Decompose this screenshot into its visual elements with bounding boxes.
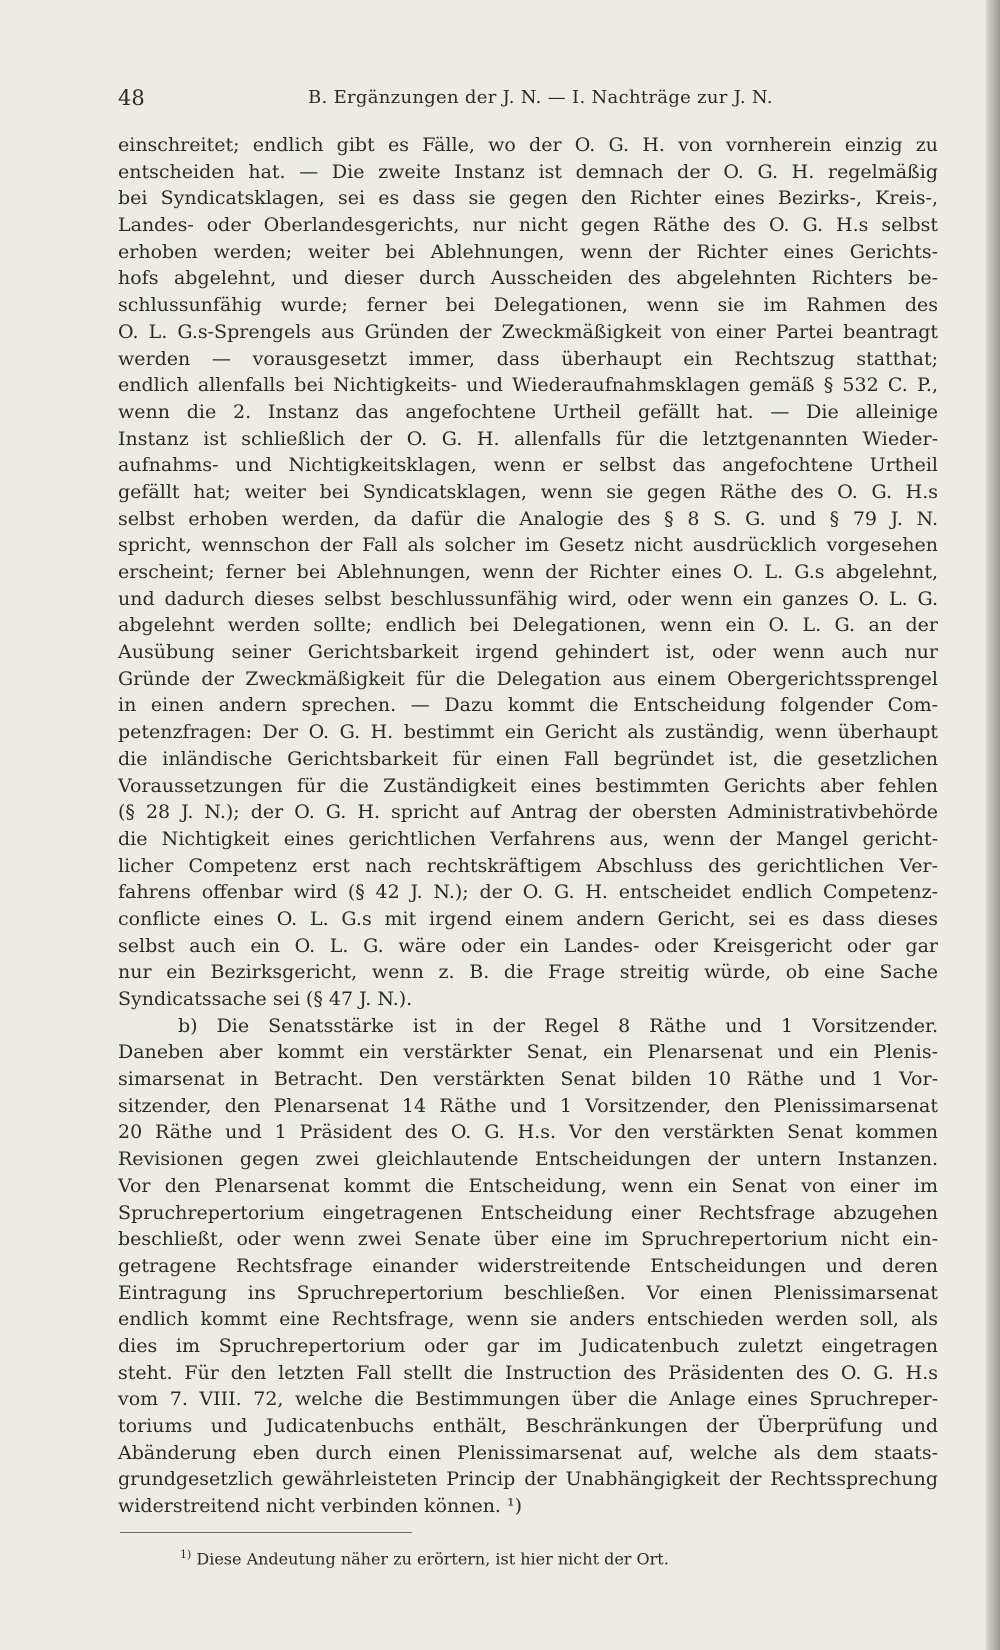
text-line: werden — vorausgesetzt immer, dass überhaupt ein Rechtszug statthat; — [118, 347, 938, 370]
text-line: grundgesetzlich gewährleisteten Princip der Unabhängigkeit der Rechtssprechung — [118, 1468, 938, 1491]
footnote — [180, 1548, 669, 1568]
text-line: selbst erhoben werden, da dafür die Analogie des § 8 S. G. und § 79 J. N. — [118, 507, 938, 530]
text-line: Eintragung ins Spruchrepertorium beschließen. Vor einen Plenissimarsenat — [118, 1281, 938, 1304]
footnote-text: Diese Andeutung näher zu erörtern, ist hier nicht der Ort. — [196, 1549, 669, 1569]
text-line: spricht, wennschon der Fall als solcher im Gesetz nicht ausdrücklich vorgesehen — [118, 534, 938, 557]
text-line: endlich allenfalls bei Nichtigkeits- und Wiederaufnahmsklagen gemäß § 532 C. P., — [118, 374, 938, 397]
text-line: in einen andern sprechen. — Dazu kommt die Entscheidung folgender Com- — [118, 694, 938, 717]
text-line: selbst auch ein O. L. G. wäre oder ein Landes- oder Kreisgericht oder gar — [118, 934, 938, 957]
text-line: vom 7. VIII. 72, welche die Bestimmungen über die Anlage eines Spruchreper- — [118, 1388, 938, 1411]
body-text — [118, 132, 938, 1520]
text-line: beschließt, oder wenn zwei Senate über eine im Spruchrepertorium nicht ein- — [118, 1228, 938, 1251]
text-line: abgelehnt werden sollte; endlich bei Delegationen, wenn ein O. L. G. an der — [118, 614, 938, 637]
text-line: Landes- oder Oberlandesgerichts, nur nicht gegen Räthe des O. G. H.s selbst — [118, 214, 938, 237]
text-line: Vor den Plenarsenat kommt die Entscheidung, wenn ein Senat von einer im — [118, 1174, 938, 1197]
text-line: steht. Für den letzten Fall stellt die Instruction des Präsidenten des O. G. H.s — [118, 1361, 938, 1384]
text-line: 20 Räthe und 1 Präsident des O. G. H.s. Vor den verstärkten Senat kommen — [118, 1121, 938, 1144]
text-line: simarsenat in Betracht. Den verstärkten Senat bilden 10 Räthe und 1 Vor- — [118, 1068, 938, 1091]
footnote-rule — [120, 1532, 412, 1533]
text-line: Syndicatssache sei (§ 47 J. N.). — [118, 988, 413, 1010]
text-line: O. L. G.s-Sprengels aus Gründen der Zweckmäßigkeit von einer Partei beantragt — [118, 320, 938, 343]
text-line: entscheiden hat. — Die zweite Instanz ist demnach der O. G. H. regelmäßig — [118, 160, 938, 183]
text-line: und dadurch dieses selbst beschlussunfähig wird, oder wenn ein ganzes O. L. G. — [118, 587, 938, 610]
running-title: B. Ergänzungen der J. N. — I. Nachträge zur J. N. — [308, 87, 773, 108]
text-line: die Nichtigkeit eines gerichtlichen Verfahrens aus, wenn der Mangel gericht- — [118, 827, 938, 850]
text-line: Revisionen gegen zwei gleichlautende Entscheidungen der untern Instanzen. — [118, 1148, 938, 1171]
text-line: Instanz ist schließlich der O. G. H. allenfalls für die letztgenannten Wieder- — [118, 427, 938, 450]
text-line: schlussunfähig wurde; ferner bei Delegationen, wenn sie im Rahmen des — [118, 294, 938, 317]
text-line: Abänderung eben durch einen Plenissimarsenat auf, welche als dem staats- — [118, 1441, 938, 1464]
text-line: b) Die Senatsstärke ist in der Regel 8 Räthe und 1 Vorsitzender. — [178, 1014, 938, 1037]
text-line: die inländische Gerichtsbarkeit für einen Fall begründet ist, die gesetzlichen — [118, 747, 938, 770]
text-line: petenzfragen: Der O. G. H. bestimmt ein Gericht als zuständig, wenn überhaupt — [118, 721, 938, 744]
text-line: Daneben aber kommt ein verstärkter Senat, ein Plenarsenat und ein Plenis- — [118, 1041, 938, 1064]
text-line: getragene Rechtsfrage einander widerstreitende Entscheidungen und deren — [118, 1254, 938, 1277]
text-line: hofs abgelehnt, und dieser durch Ausscheiden des abgelehnten Richters be- — [118, 267, 938, 290]
text-line: conflicte eines O. L. G.s mit irgend einem andern Gericht, sei es dass dieses — [118, 907, 938, 930]
text-line: nur ein Bezirksgericht, wenn z. B. die Frage streitig würde, ob eine Sache — [118, 961, 938, 984]
footnote-marker: 1) — [180, 1548, 192, 1561]
text-line: endlich kommt eine Rechtsfrage, wenn sie anders entschieden werden soll, als — [118, 1308, 938, 1331]
text-line: gefällt hat; weiter bei Syndicatsklagen, wenn sie gegen Räthe des O. G. H.s — [118, 480, 938, 503]
text-line: licher Competenz erst nach rechtskräftigem Abschluss des gerichtlichen Ver- — [118, 854, 938, 877]
text-line: sitzender, den Plenarsenat 14 Räthe und 1 Vorsitzender, den Plenissimarsenat — [118, 1094, 938, 1117]
text-line: toriums und Judicatenbuchs enthält, Beschränkungen der Überprüfung und — [118, 1415, 938, 1437]
text-line: einschreitet; endlich gibt es Fälle, wo der O. G. H. von vornherein einzig zu — [118, 134, 938, 156]
text-line: widerstreitend nicht verbinden können. ¹) — [118, 1495, 523, 1518]
text-line: Spruchrepertorium eingetragenen Entscheidung einer Rechtsfrage abzugehen — [118, 1201, 938, 1224]
text-line: dies im Spruchrepertorium oder gar im Judicatenbuch zuletzt eingetragen — [118, 1334, 938, 1357]
text-line: wenn die 2. Instanz das angefochtene Urtheil gefällt hat. — Die alleinige — [118, 400, 938, 423]
text-line: Ausübung seiner Gerichtsbarkeit irgend gehindert ist, oder wenn auch nur — [118, 641, 938, 664]
page-number: 48 — [118, 86, 145, 110]
text-line: bei Syndicatsklagen, sei es dass sie gegen den Richter eines Bezirks-, Kreis-, — [118, 187, 938, 210]
text-line: erhoben werden; weiter bei Ablehnungen, wenn der Richter eines Gerichts- — [118, 240, 938, 263]
text-line: erscheint; ferner bei Ablehnungen, wenn der Richter eines O. L. G.s abgelehnt, — [118, 561, 938, 583]
text-line: aufnahms- und Nichtigkeitsklagen, wenn er selbst das angefochtene Urtheil — [118, 454, 938, 477]
text-line: (§ 28 J. N.); der O. G. H. spricht auf Antrag der obersten Administrativbehörde — [118, 801, 938, 824]
text-line: fahrens offenbar wird (§ 42 J. N.); der O. G. H. entscheidet endlich Competenz- — [118, 881, 938, 904]
text-line: Gründe der Zweckmäßigkeit für die Delegation aus einem Obergerichtssprengel — [118, 667, 938, 690]
text-line: Voraussetzungen für die Zuständigkeit eines bestimmten Gerichts aber fehlen — [118, 774, 938, 797]
